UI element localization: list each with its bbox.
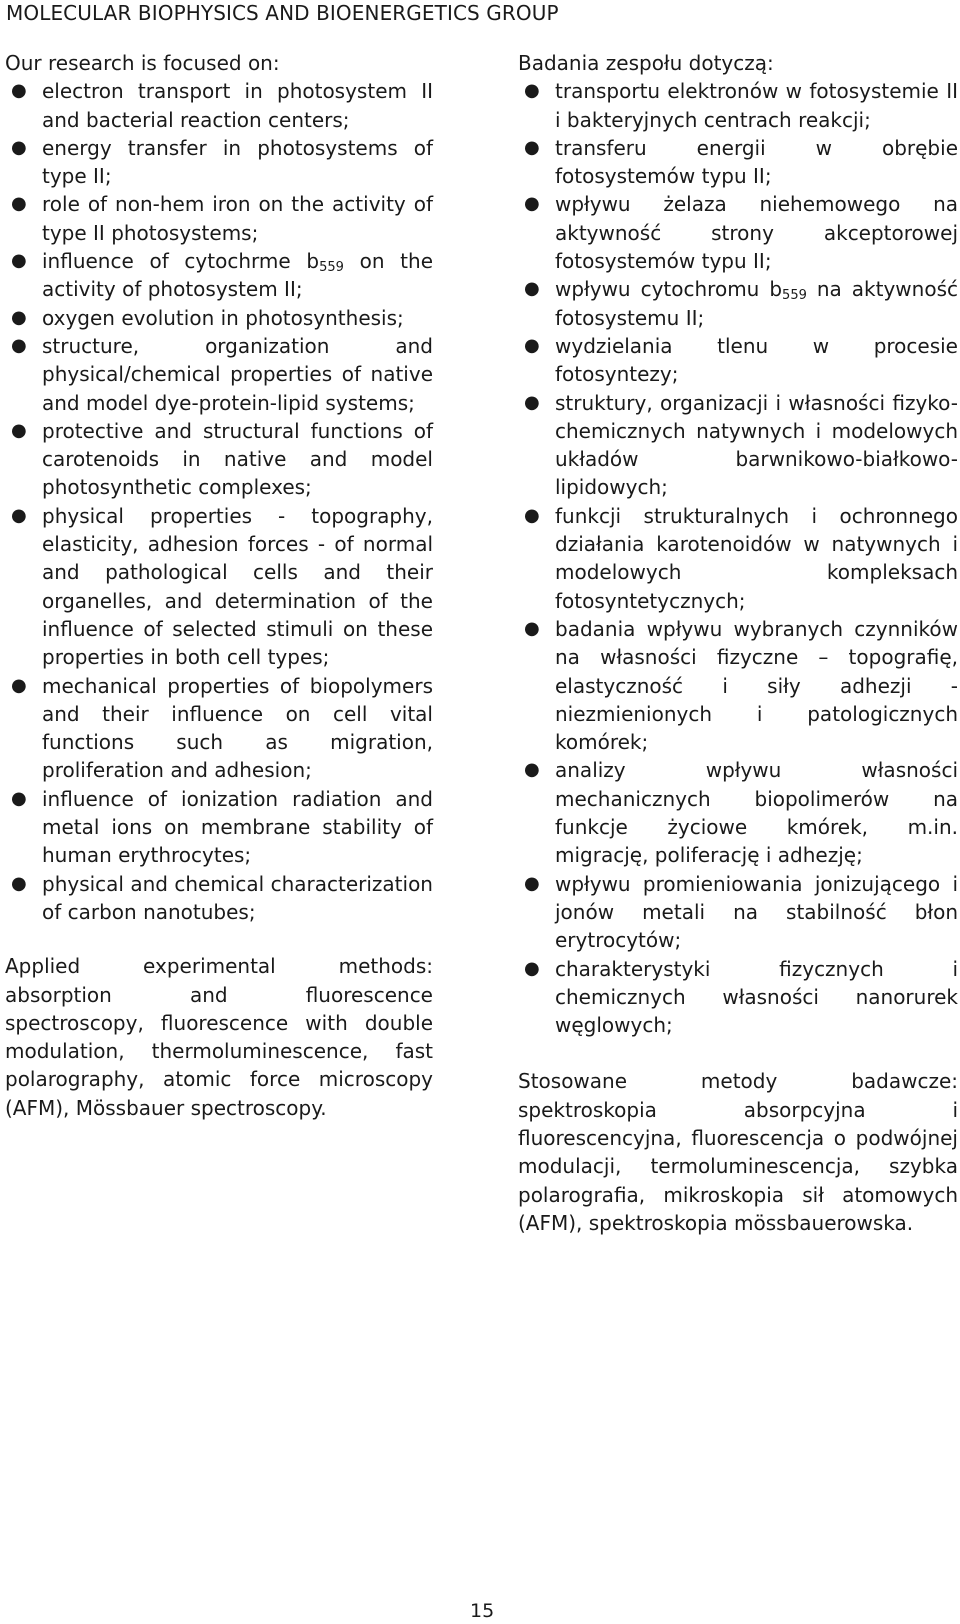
list-item-text: influence of cytochrme b [42, 249, 320, 274]
list-item [518, 389, 958, 502]
list-item-text: protective and structural functions of carotenoids in native and model photosynthetic complexes; [42, 418, 433, 500]
list-item [5, 672, 433, 785]
list-item [5, 417, 433, 502]
list-item-text: wpływu żelaza niehemowego na aktywność strony akceptorowej fotosystemów typu II; [555, 192, 958, 274]
list-item-text: role of non-hem iron on the activity of type II photosystems; [42, 192, 433, 245]
list-item [518, 615, 958, 756]
bullet-icon: ● [524, 617, 540, 639]
list-item-text: charakterystyki fizycznych i chemicznych własności nanorurek węglowych; [555, 956, 958, 1038]
bullet-icon: ● [524, 391, 540, 413]
list-item-text: badania wpływu wybranych czynników na własności fizyczne – topografię, elastyczność i siły adhezji - niezmienionych i patologicznych komórek; [555, 616, 958, 755]
bullet-icon: ● [11, 306, 27, 328]
bullet-icon: ● [524, 193, 540, 215]
bullet-icon: ● [11, 334, 27, 356]
list-item [518, 134, 958, 191]
bullet-icon: ● [524, 136, 540, 158]
list-item-text: structure, organization and physical/chemical properties of native and model dye-protein-lipid systems; [42, 333, 433, 415]
english-column [5, 49, 433, 1122]
list-item [5, 247, 433, 304]
page-number: 15 [470, 1600, 495, 1622]
list-item-text: analizy wpływu własności mechanicznych biopolimerów na funkcje życiowe kmórek, m.in. migrację, poliferację i adhezję; [555, 758, 958, 868]
research-intro-pl: Badania zespołu dotyczą: [518, 51, 774, 75]
list-item-text: funkcji strukturalnych i ochronnego działania karotenoidów w natywnych i modelowych kompleksach fotosyntetycznych; [555, 503, 958, 613]
page-header: MOLECULAR BIOPHYSICS AND BIOENERGETICS GROUP [6, 1, 559, 25]
methods-paragraph-pl: Stosowane metody badawcze: spektroskopia absorpcyjna i fluorescencyjna, fluorescencja o podwójnej modulacji, termoluminescencja, szybka polarografia, mikroskopia sił atomowych (AFM), spektroskopia mössbauerowska. [518, 1069, 958, 1235]
methods-paragraph-en: Applied experimental methods: absorption and fluorescence spectroscopy, fluorescence with double modulation, thermoluminescence, fast polarography, atomic force microscopy (AFM), Mössbauer spectroscopy. [5, 954, 433, 1120]
research-topics-list-en [5, 77, 433, 926]
bullet-icon: ● [524, 957, 540, 979]
list-item [5, 870, 433, 927]
list-item-text: physical and chemical characterization of carbon nanotubes; [42, 871, 433, 924]
list-item [518, 502, 958, 615]
list-item-text: energy transfer in photosystems of type II; [42, 135, 433, 189]
list-item [518, 870, 958, 955]
bullet-icon: ● [11, 504, 27, 526]
list-item [518, 275, 958, 332]
bullet-icon: ● [11, 419, 27, 441]
list-item-text: wpływu cytochromu b [555, 277, 783, 302]
bullet-icon: ● [11, 872, 27, 894]
list-item-text: influence of ionization radiation and metal ions on membrane stability of human erythrocytes; [42, 786, 433, 868]
bullet-icon: ● [11, 250, 27, 272]
list-item [5, 785, 433, 870]
bullet-icon: ● [524, 759, 540, 781]
research-intro-en: Our research is focused on: [5, 51, 280, 75]
list-item [518, 190, 958, 275]
list-item-text: mechanical properties of biopolymers and their influence on cell vital functions such as migration, proliferation and adhesion; [42, 673, 433, 783]
bullet-icon: ● [524, 278, 540, 300]
list-item-text: physical properties - topography, elasticity, adhesion forces - of normal and pathological cells and their organelles, and determination of the influence of selected stimuli on these properties in both cell types; [42, 503, 433, 670]
list-item [5, 134, 433, 191]
list-item [518, 955, 958, 1040]
bullet-icon: ● [524, 80, 540, 102]
list-item-text: transportu elektronów w fotosystemie II i bakteryjnych centrach reakcji; [555, 79, 958, 132]
bullet-icon: ● [11, 193, 27, 215]
bullet-icon: ● [11, 787, 27, 809]
bullet-icon: ● [524, 504, 540, 526]
subscript-559: 559 [319, 260, 344, 276]
list-item-text: transferu energii w obrębie fotosystemów typu II; [555, 135, 958, 189]
bullet-icon: ● [11, 136, 27, 158]
bullet-icon: ● [11, 80, 27, 102]
research-topics-list-pl [518, 77, 958, 1039]
list-item-text: wpływu promieniowania jonizującego i jonów metali na stabilność błon erytrocytów; [555, 871, 958, 953]
list-item [518, 756, 958, 869]
subscript-559: 559 [782, 288, 807, 304]
bullet-icon: ● [11, 674, 27, 696]
list-item-text: oxygen evolution in photosynthesis; [42, 305, 404, 330]
list-item [5, 190, 433, 247]
list-item-text-continued: na aktywność fotosystemu II; [555, 277, 958, 330]
list-item [5, 77, 433, 134]
list-item-text: struktury, organizacji i własności fizyko-chemicznych natywnych i modelowych układów barwnikowo-białkowo-lipidowych; [555, 390, 958, 500]
list-item [5, 332, 433, 417]
bullet-icon: ● [524, 334, 540, 356]
list-item [518, 77, 958, 134]
polish-column [518, 49, 958, 1237]
bullet-icon: ● [524, 872, 540, 894]
list-item-text-continued: on the activity of photosystem II; [42, 249, 433, 302]
list-item-text: wydzielania tlenu w procesie fotosyntezy; [555, 333, 958, 387]
list-item [518, 332, 958, 389]
list-item-text: electron transport in photosystem II and bacterial reaction centers; [42, 79, 433, 132]
list-item [5, 304, 433, 332]
list-item [5, 502, 433, 672]
